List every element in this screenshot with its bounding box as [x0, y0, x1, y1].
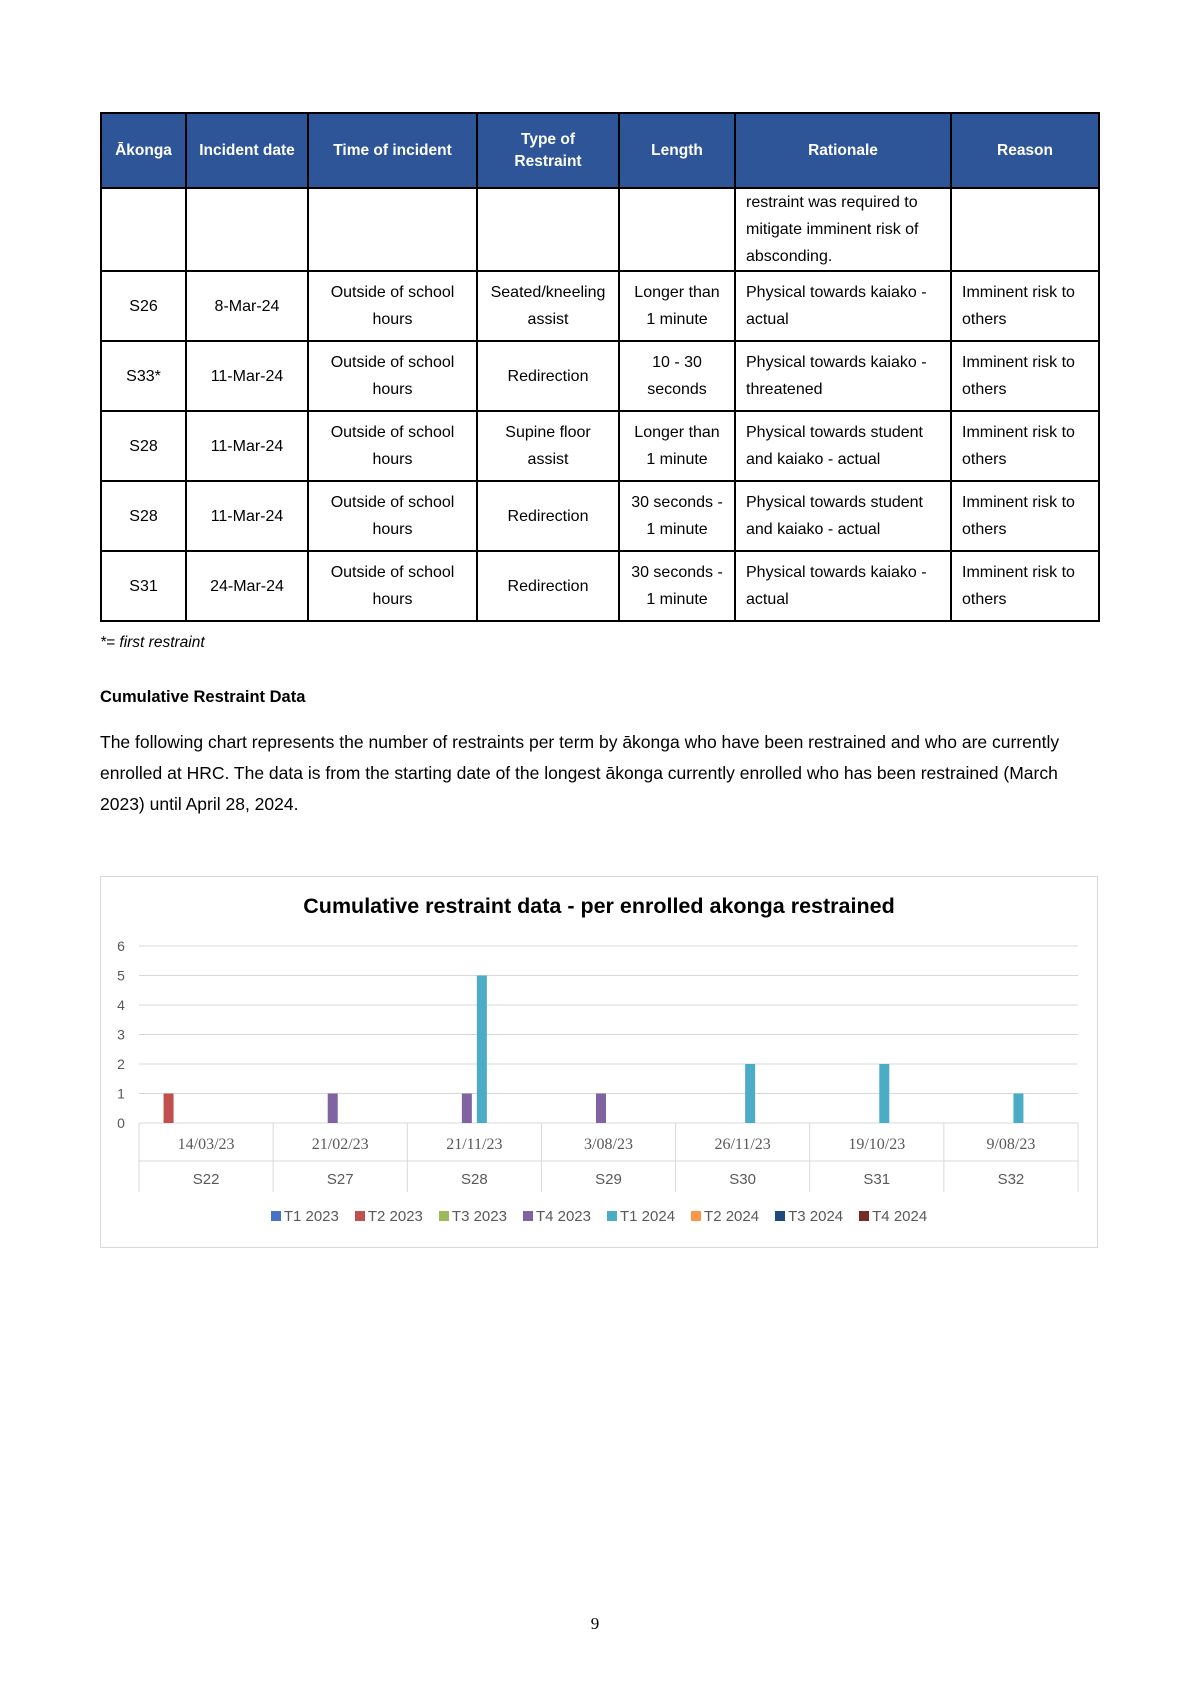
reason-line: Imminent risk to	[962, 354, 1075, 371]
legend-item	[775, 1208, 843, 1225]
table-row	[101, 271, 1099, 341]
legend-item	[523, 1208, 591, 1225]
legend-label: T3 2023	[451, 1208, 507, 1225]
x-date-label: 21/11/23	[446, 1136, 503, 1153]
time-line: hours	[372, 591, 413, 608]
length-cell	[619, 341, 735, 411]
reason-line: others	[962, 521, 1007, 538]
length-line: 30 seconds -	[631, 564, 723, 581]
table-cell	[951, 188, 1099, 271]
time-cell	[308, 481, 477, 551]
legend-swatch	[439, 1211, 449, 1221]
restraint-type-cell	[477, 411, 619, 481]
y-tick-label: 0	[117, 1115, 125, 1131]
time-cell	[308, 411, 477, 481]
type-line: Redirection	[507, 507, 589, 525]
legend-swatch	[523, 1211, 533, 1221]
header-time-of-incident: Time of incident	[308, 113, 477, 188]
legend-label: T3 2024	[788, 1208, 844, 1225]
bar-t4-2023	[328, 1094, 338, 1124]
x-student-label: S30	[729, 1171, 756, 1188]
chart-container	[100, 876, 1098, 1248]
reason-line: Imminent risk to	[962, 494, 1075, 511]
reason-line: Imminent risk to	[962, 424, 1075, 441]
page-number: 9	[590, 1614, 600, 1633]
time-cell	[308, 271, 477, 341]
incident-date-cell: 11-Mar-24	[186, 481, 308, 551]
legend-item	[691, 1208, 759, 1225]
length-line: 1 minute	[646, 591, 708, 608]
rationale-line: restraint was required to	[746, 194, 918, 211]
table-cell	[101, 188, 186, 271]
y-tick-label: 5	[117, 967, 125, 984]
akonga-cell: S33*	[101, 341, 186, 411]
rationale-cell	[735, 481, 951, 551]
chart-legend	[101, 1208, 1097, 1225]
table-row	[101, 411, 1099, 481]
time-cell	[308, 341, 477, 411]
header-incident-date: Incident date	[186, 113, 308, 188]
length-line: 30 seconds -	[631, 494, 723, 511]
legend-swatch	[859, 1211, 869, 1221]
legend-label: T4 2023	[535, 1208, 591, 1225]
rationale-cell	[735, 188, 951, 271]
bar-t1-2024	[477, 976, 487, 1124]
rationale-cell	[735, 551, 951, 621]
akonga-cell: S28	[101, 411, 186, 481]
restraint-type-cell	[477, 341, 619, 411]
akonga-cell: S26	[101, 271, 186, 341]
legend-swatch	[775, 1211, 785, 1221]
legend-item	[439, 1208, 507, 1225]
restraint-type-cell	[477, 271, 619, 341]
time-line: Outside of school	[330, 354, 455, 371]
x-date-label: 19/10/23	[848, 1136, 906, 1153]
table-cell	[186, 188, 308, 271]
header-reason: Reason	[951, 113, 1099, 188]
reason-cell	[951, 411, 1099, 481]
table-row	[101, 551, 1099, 621]
time-line: Outside of school	[330, 424, 455, 441]
table-cell	[308, 188, 477, 271]
legend-swatch	[691, 1211, 701, 1221]
restraint-type-cell	[477, 481, 619, 551]
rationale-cell	[735, 411, 951, 481]
bar-t1-2024	[1013, 1094, 1023, 1124]
intro-paragraph: The following chart represents the number of restraints per term by ākonga who have been restrained and who are currently enrolled at HRC. The data is from the starting date of the longest ākonga currently enrolled who has been restrained (March 2023) until April 28, 2024.	[100, 732, 1060, 814]
x-date-label: 14/03/23	[177, 1136, 235, 1153]
table-row	[101, 481, 1099, 551]
legend-item	[355, 1208, 423, 1225]
length-cell	[619, 411, 735, 481]
length-line: 1 minute	[646, 521, 708, 538]
x-student-label: S31	[863, 1171, 891, 1188]
legend-swatch	[607, 1211, 617, 1221]
rationale-line: actual	[746, 591, 789, 608]
table-row	[101, 341, 1099, 411]
rationale-line: and kaiako - actual	[746, 521, 881, 538]
time-line: Outside of school	[330, 284, 455, 301]
type-line: Redirection	[507, 577, 589, 595]
akonga-cell: S31	[101, 551, 186, 621]
time-line: Outside of school	[330, 494, 455, 511]
bar-t4-2023	[462, 1094, 472, 1124]
type-line: Redirection	[507, 367, 589, 385]
rationale-line: Physical towards student	[746, 424, 923, 441]
bar-t4-2023	[596, 1094, 606, 1124]
table-cell	[477, 188, 619, 271]
length-line: seconds	[647, 381, 707, 398]
rationale-line: Physical towards kaiako -	[746, 284, 927, 301]
incident-date-cell: 24-Mar-24	[186, 551, 308, 621]
legend-item	[607, 1208, 675, 1225]
x-date-label: 3/08/23	[584, 1136, 633, 1153]
reason-line: others	[962, 311, 1007, 328]
header-length: Length	[619, 113, 735, 188]
bar-t1-2024	[745, 1064, 755, 1123]
legend-label: T1 2023	[283, 1208, 339, 1225]
x-student-label: S22	[192, 1171, 220, 1188]
restraint-type-cell	[477, 551, 619, 621]
table-cell	[619, 188, 735, 271]
x-date-label: 26/11/23	[714, 1136, 771, 1153]
legend-label: T1 2024	[620, 1208, 676, 1225]
header-akonga: Ākonga	[101, 113, 186, 188]
length-line: Longer than	[634, 424, 720, 441]
type-line: assist	[527, 311, 569, 328]
time-line: hours	[372, 521, 413, 538]
time-line: hours	[372, 381, 413, 398]
time-line: Outside of school	[330, 564, 455, 581]
time-line: hours	[372, 451, 413, 468]
length-cell	[619, 481, 735, 551]
rationale-cell	[735, 271, 951, 341]
rationale-line: actual	[746, 311, 789, 328]
y-tick-label: 3	[117, 1026, 125, 1043]
incident-date-cell: 11-Mar-24	[186, 341, 308, 411]
length-line: 10 - 30	[652, 354, 702, 371]
reason-line: Imminent risk to	[962, 564, 1075, 581]
time-line: hours	[372, 311, 413, 328]
restraint-table	[100, 112, 1100, 622]
header-rationale: Rationale	[735, 113, 951, 188]
type-line: Supine floor	[505, 424, 591, 441]
legend-label: T2 2023	[367, 1208, 423, 1225]
reason-line: others	[962, 451, 1007, 468]
rationale-line: Physical towards kaiako -	[746, 354, 927, 371]
bar-chart	[101, 877, 1097, 1247]
length-line: 1 minute	[646, 311, 708, 328]
akonga-cell: S28	[101, 481, 186, 551]
header-type-of-restraint: Type of Restraint	[477, 113, 619, 188]
reason-cell	[951, 341, 1099, 411]
x-student-label: S27	[326, 1171, 354, 1188]
legend-item	[859, 1208, 927, 1225]
x-student-label: S29	[595, 1171, 622, 1188]
incident-date-cell: 11-Mar-24	[186, 411, 308, 481]
rationale-line: and kaiako - actual	[746, 451, 881, 468]
reason-line: others	[962, 591, 1007, 608]
x-student-label: S32	[997, 1171, 1025, 1188]
x-student-label: S28	[461, 1171, 488, 1188]
type-line: assist	[527, 451, 569, 468]
rationale-cell	[735, 341, 951, 411]
reason-line: others	[962, 381, 1007, 398]
y-tick-label: 6	[117, 938, 125, 954]
chart-title: Cumulative restraint data - per enrolled akonga restrained	[303, 894, 895, 918]
length-line: 1 minute	[646, 451, 708, 468]
y-tick-label: 1	[117, 1085, 125, 1102]
y-tick-label: 4	[117, 997, 125, 1013]
legend-item	[271, 1208, 339, 1225]
legend-swatch	[355, 1211, 365, 1221]
length-cell	[619, 271, 735, 341]
reason-cell	[951, 481, 1099, 551]
legend-label: T4 2024	[872, 1208, 928, 1225]
rationale-line: threatened	[746, 381, 823, 398]
table-footnote: *= first restraint	[100, 634, 205, 651]
section-heading: Cumulative Restraint Data	[100, 688, 306, 706]
type-line: Seated/kneeling	[490, 284, 606, 301]
rationale-line: Physical towards student	[746, 494, 923, 511]
legend-swatch	[271, 1211, 281, 1221]
rationale-line: mitigate imminent risk of	[746, 221, 919, 238]
incident-date-cell: 8-Mar-24	[186, 271, 308, 341]
legend-label: T2 2024	[704, 1208, 760, 1225]
bar-t2-2023	[164, 1094, 174, 1124]
x-date-label: 9/08/23	[986, 1136, 1036, 1153]
rationale-line: absconding.	[746, 248, 833, 265]
rationale-line: Physical towards kaiako -	[746, 564, 927, 581]
length-line: Longer than	[634, 284, 720, 301]
reason-cell	[951, 551, 1099, 621]
table-row-continuation	[101, 188, 1099, 271]
time-cell	[308, 551, 477, 621]
x-date-label: 21/02/23	[311, 1136, 369, 1153]
reason-cell	[951, 271, 1099, 341]
length-cell	[619, 551, 735, 621]
table-header-row	[101, 113, 1099, 188]
y-tick-label: 2	[117, 1056, 125, 1072]
bar-t1-2024	[879, 1064, 889, 1123]
reason-line: Imminent risk to	[962, 284, 1075, 301]
